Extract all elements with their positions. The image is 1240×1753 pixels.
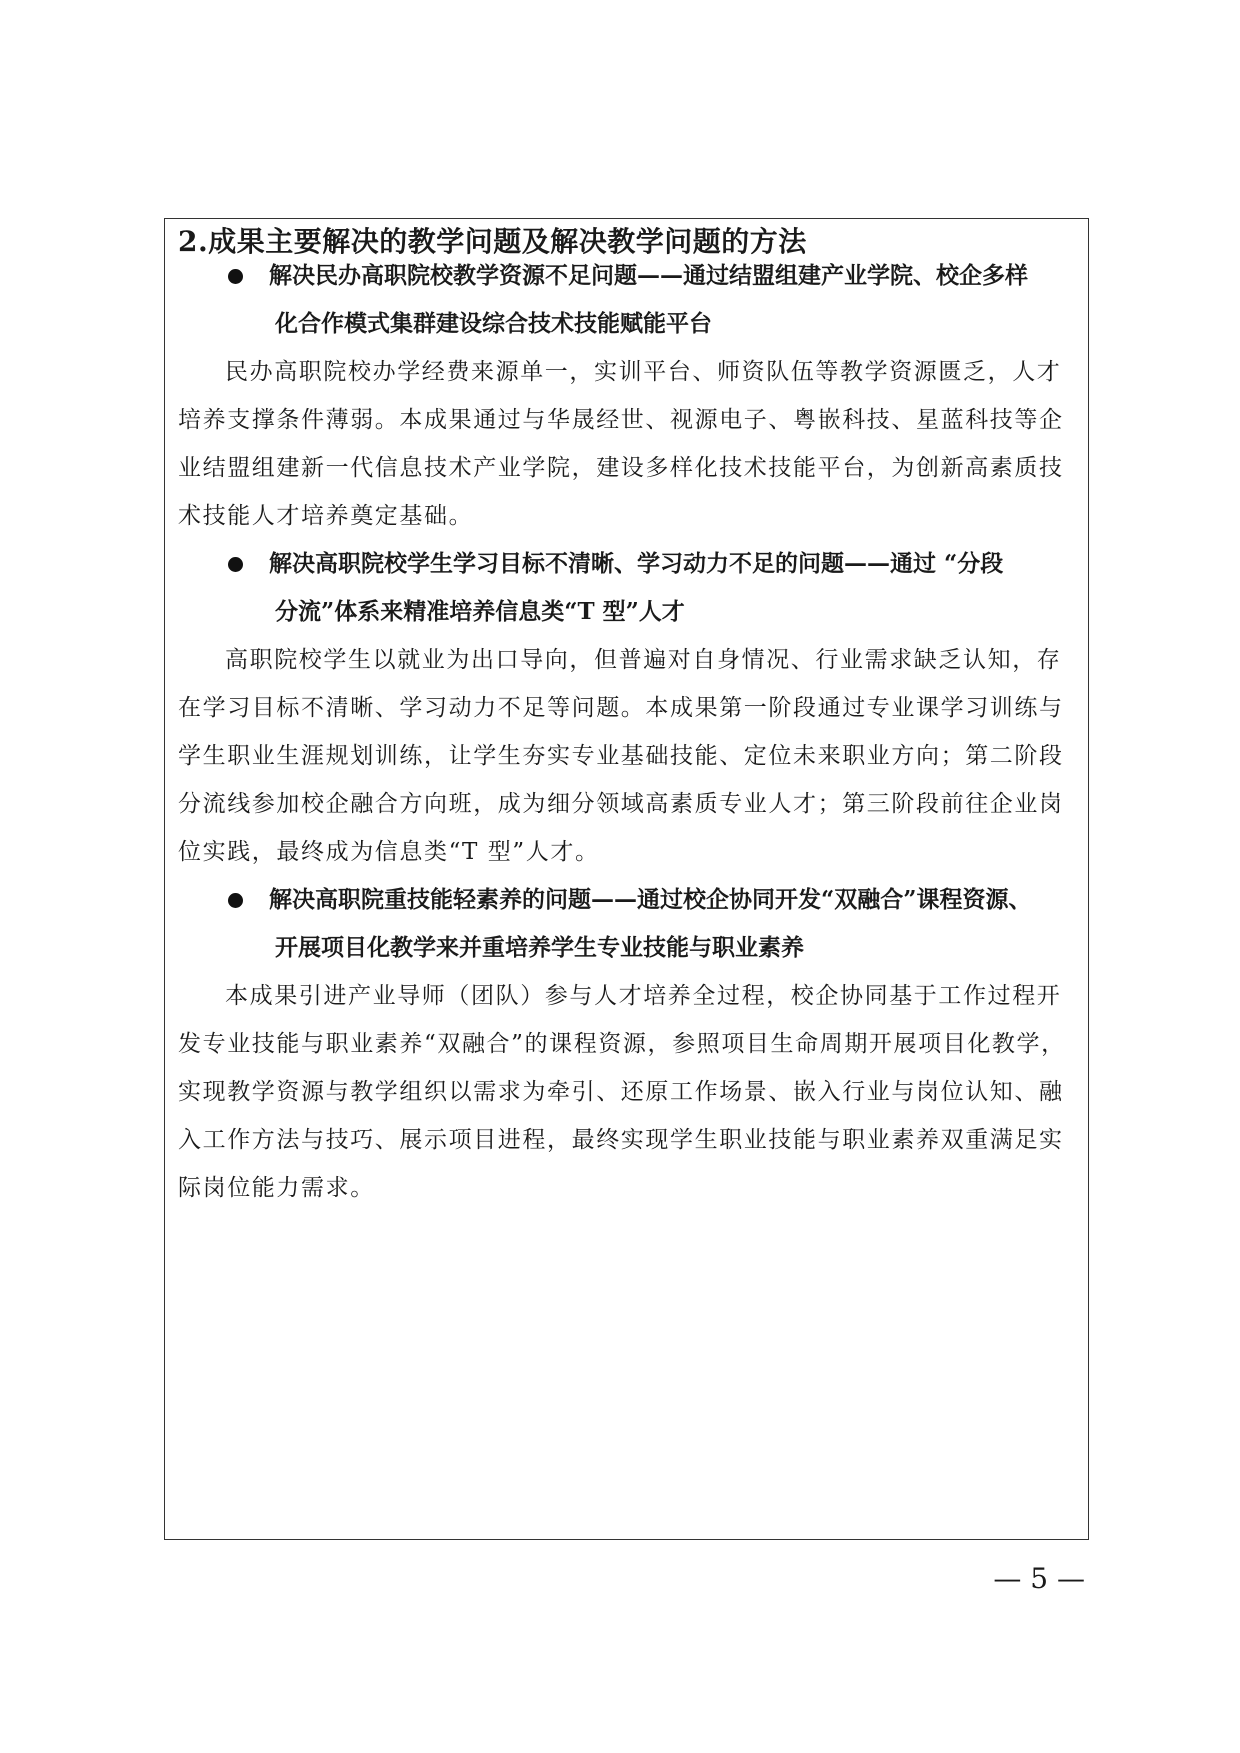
bullet-item-1-line-1: 解决民办高职院校教学资源不足问题——通过结盟组建产业学院、校企多样 <box>269 262 1028 289</box>
bullet-dot-icon <box>228 893 243 908</box>
paragraph-1-line-2: 培养支撑条件薄弱。本成果通过与华晟经世、视源电子、粤嵌科技、星蓝科技等企 <box>178 407 1064 433</box>
bullet-item-2-line-2: 分流”体系来精准培养信息类“T 型”人才 <box>275 598 685 625</box>
bullet-dot-icon <box>228 269 243 284</box>
paragraph-2-line-5: 位实践，最终成为信息类“T 型”人才。 <box>178 839 600 865</box>
paragraph-3-line-4: 入工作方法与技巧、展示项目进程，最终实现学生职业技能与职业素养双重满足实 <box>178 1127 1064 1153</box>
paragraph-1 <box>178 348 1078 540</box>
page-number: — 5 — <box>993 1562 1085 1595</box>
paragraph-2-line-1: 高职院校学生以就业为出口导向，但普遍对自身情况、行业需求缺乏认知，存 <box>225 647 1062 673</box>
bullet-item-2-line-1: 解决高职院校学生学习目标不清晰、学习动力不足的问题——通过 “分段 <box>269 550 1004 577</box>
paragraph-2-line-4: 分流线参加校企融合方向班，成为细分领域高素质专业人才；第三阶段前往企业岗 <box>178 791 1064 817</box>
paragraph-3-line-2: 发专业技能与职业素养“双融合”的课程资源，参照项目生命周期开展项目化教学， <box>178 1031 1066 1057</box>
section-heading: 2.成果主要解决的教学问题及解决教学问题的方法 <box>178 225 807 258</box>
bullet-item-1-line-2: 化合作模式集群建设综合技术技能赋能平台 <box>275 310 712 337</box>
paragraph-3-line-5: 际岗位能力需求。 <box>178 1175 375 1201</box>
paragraph-1-line-4: 术技能人才培养奠定基础。 <box>178 503 474 529</box>
bullet-item-1 <box>228 252 1088 348</box>
paragraph-3-line-1: 本成果引进产业导师（团队）参与人才培养全过程，校企协同基于工作过程开 <box>225 983 1062 1009</box>
bullet-item-2 <box>228 540 1088 636</box>
bullet-item-3 <box>228 876 1088 972</box>
bullet-dot-icon <box>228 557 243 572</box>
paragraph-2 <box>178 636 1078 876</box>
bullet-item-3-line-2: 开展项目化教学来并重培养学生专业技能与职业素养 <box>275 934 804 961</box>
paragraph-2-line-3: 学生职业生涯规划训练，让学生夯实专业基础技能、定位未来职业方向；第二阶段 <box>178 743 1064 769</box>
paragraph-1-line-3: 业结盟组建新一代信息技术产业学院，建设多样化技术技能平台，为创新高素质技 <box>178 455 1064 481</box>
paragraph-2-line-2: 在学习目标不清晰、学习动力不足等问题。本成果第一阶段通过专业课学习训练与 <box>178 695 1064 721</box>
paragraph-1-line-1: 民办高职院校办学经费来源单一，实训平台、师资队伍等教学资源匮乏，人才 <box>225 359 1062 385</box>
paragraph-3-line-3: 实现教学资源与教学组织以需求为牵引、还原工作场景、嵌入行业与岗位认知、融 <box>178 1079 1064 1105</box>
paragraph-3 <box>178 972 1078 1212</box>
bullet-item-3-line-1: 解决高职院重技能轻素养的问题——通过校企协同开发“双融合”课程资源、 <box>269 886 1032 913</box>
